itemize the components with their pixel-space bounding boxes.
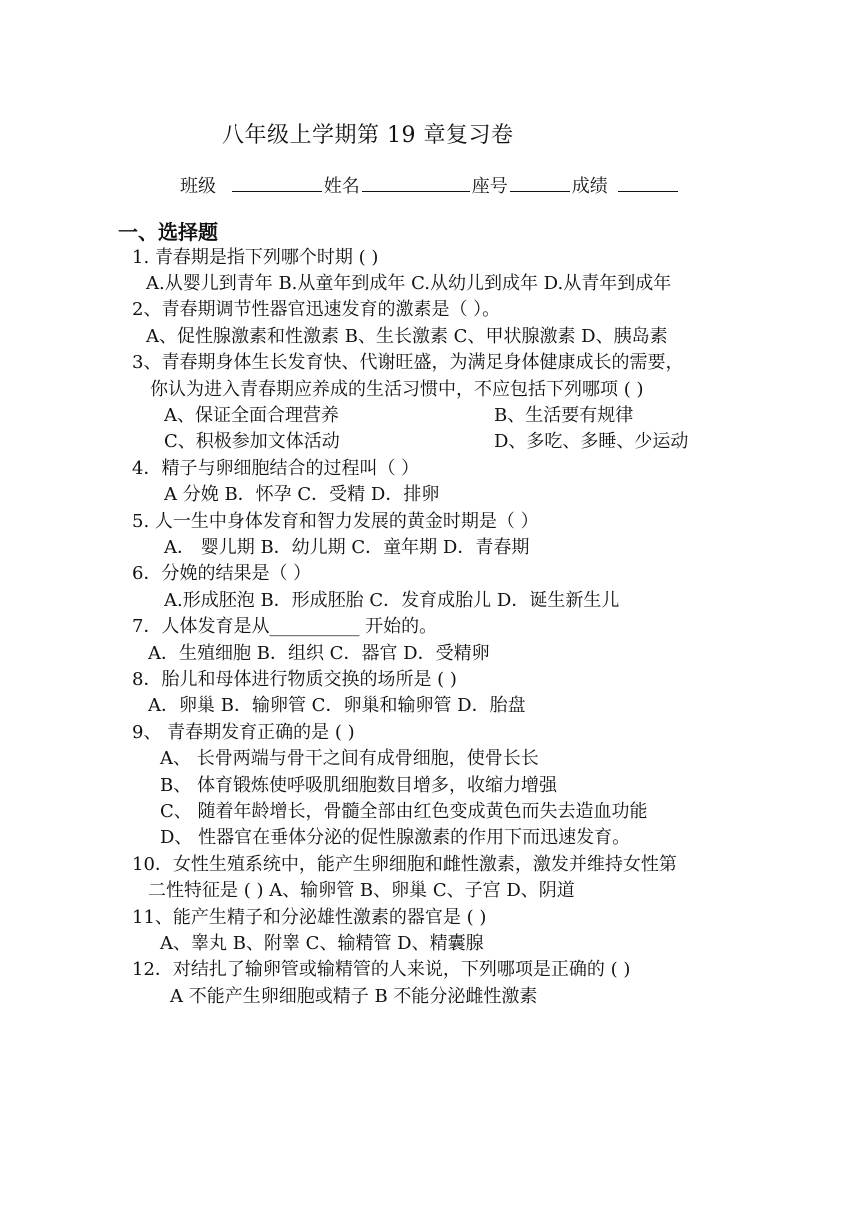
question-12-options: A 不能产生卵细胞或精子 B 不能分泌雌性激素 [170,986,538,1007]
question-2: 2、青春期调节性器官迅速发育的激素是（ ）。 [132,299,501,320]
question-3-option-a: A、保证全面合理营养 [164,405,339,426]
score-blank[interactable] [618,175,678,192]
question-3: 3、青春期身体生长发育快、代谢旺盛，为满足身体健康成长的需要， [132,352,684,373]
question-3-option-b: B、生活要有规律 [494,405,634,426]
question-3-option-c: C、积极参加文体活动 [164,431,340,452]
question-9-option-a: A、 长骨两端与骨干之间有成骨细胞，使骨长长 [160,748,539,769]
question-6-options: A.形成胚泡 B．形成胚胎 C．发育成胎儿 D．诞生新生儿 [164,590,620,611]
question-6: 6．分娩的结果是（ ） [132,563,312,584]
question-11: 11、能产生精子和分泌雄性激素的器官是 ( ) [132,907,487,928]
question-7: 7．人体发育是从__________ 开始的。 [132,616,438,637]
question-9-option-b: B、 体育锻炼使呼吸肌细胞数目增多，收缩力增强 [160,775,557,796]
score-label: 成绩 [571,176,608,197]
name-blank[interactable] [362,175,470,192]
name-label: 姓名 [323,176,360,197]
student-info-row [180,172,680,198]
question-9-option-d: D、 性器官在垂体分泌的促性腺激素的作用下而迅速发育。 [160,827,631,848]
question-4: 4．精子与卵细胞结合的过程叫（ ） [132,458,420,479]
class-blank[interactable] [232,175,322,192]
question-10-cont: 二性特征是 ( ) A、输卵管 B、卵巢 C、子宫 D、阴道 [148,880,575,901]
question-8-options: A．卵巢 B．输卵管 C．卵巢和输卵管 D．胎盘 [148,695,526,716]
question-8: 8．胎儿和母体进行物质交换的场所是 ( ) [132,669,457,690]
question-2-options: A、促性腺激素和性激素 B、生长激素 C、甲状腺激素 D、胰岛素 [146,326,668,347]
question-1: 1. 青春期是指下列哪个时期 ( ) [132,247,379,268]
question-9-option-c: C、 随着年龄增长，骨髓全部由红色变成黄色而失去造血功能 [160,801,648,822]
question-4-options: A 分娩 B．怀孕 C．受精 D．排卵 [164,484,440,505]
question-3-cont: 你认为进入青春期应养成的生活习惯中，不应包括下列哪项 ( ) [150,379,644,400]
question-5: 5. 人一生中身体发育和智力发展的黄金时期是（ ） [132,511,539,532]
question-7-options: A．生殖细胞 B．组织 C．器官 D．受精卵 [148,643,490,664]
question-9: 9、 青春期发育正确的是 ( ) [132,722,355,743]
question-12: 12．对结扎了输卵管或输精管的人来说，下列哪项是正确的 ( ) [132,959,631,980]
question-5-options: A． 婴儿期 B．幼儿期 C．童年期 D．青春期 [164,537,530,558]
seat-label: 座号 [471,176,508,197]
section-heading: 一、选择题 [118,220,218,244]
class-label: 班级 [180,176,216,197]
question-3-option-d: D、多吃、多睡、少运动 [494,431,689,452]
question-11-options: A、睾丸 B、附睾 C、输精管 D、精囊腺 [160,933,484,954]
question-10: 10．女性生殖系统中，能产生卵细胞和雌性激素，激发并维持女性第 [132,854,677,875]
page-title: 八年级上学期第 19 章复习卷 [222,123,514,148]
seat-blank[interactable] [510,175,570,192]
question-1-options: A.从婴儿到青年 B.从童年到成年 C.从幼儿到成年 D.从青年到成年 [146,273,672,294]
